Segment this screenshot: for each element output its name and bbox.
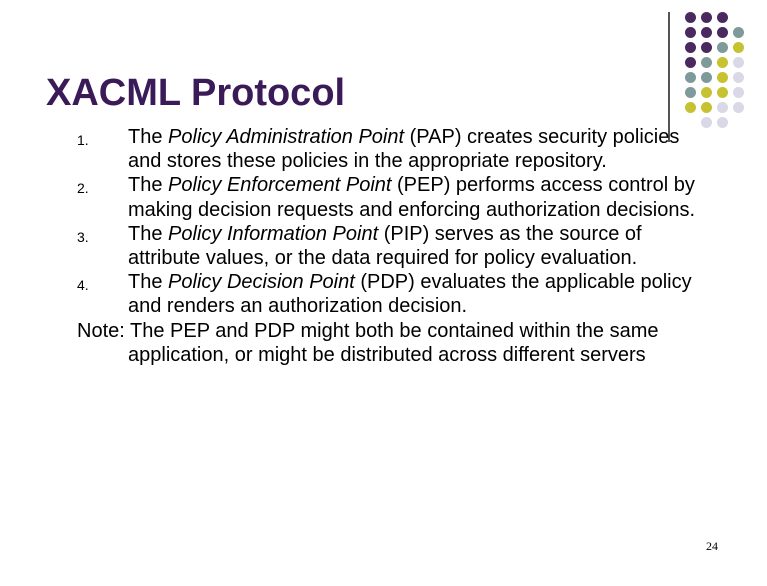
list-item-number: 1.	[77, 132, 89, 148]
list-item-term: Policy Decision Point	[168, 271, 355, 294]
slide-body	[77, 125, 717, 367]
decor-dot	[701, 27, 712, 38]
list-item-text: The	[128, 222, 169, 245]
decor-dot	[685, 72, 696, 83]
decor-dot	[717, 12, 728, 23]
list-item-text: (PAP) creates security policies and stores these policies in the appropriate repository.	[128, 126, 680, 173]
list-item-text: (PEP) performs access control by making decision requests and enforcing authorization decisions.	[128, 174, 696, 221]
page-number: 24	[706, 539, 718, 553]
decor-dot	[733, 42, 744, 53]
decorative-dot-grid	[680, 12, 760, 127]
list-item-term: Policy Information Point	[168, 222, 379, 245]
decor-dot	[717, 57, 728, 68]
decor-dot	[701, 87, 712, 98]
list-item-text: (PIP) serves as the source of attribute values, or the data required for policy evaluation.	[128, 222, 642, 270]
decor-dot	[717, 27, 728, 38]
decor-dot	[685, 57, 696, 68]
decor-dot	[685, 102, 696, 113]
decor-dot	[717, 72, 728, 83]
decor-dot	[733, 27, 744, 38]
decor-dot	[733, 87, 744, 98]
list-item-number: 2.	[77, 180, 89, 197]
list-item-term: Policy Administration Point	[168, 126, 405, 148]
decor-dot	[701, 42, 712, 53]
decor-dot	[685, 87, 696, 98]
decor-dot	[685, 27, 696, 38]
list-item-number: 4.	[77, 277, 89, 294]
list-item	[77, 222, 717, 270]
vertical-divider	[668, 12, 670, 142]
decor-dot	[685, 42, 696, 53]
decor-dot	[717, 102, 728, 113]
slide-title: XACML Protocol	[46, 72, 346, 114]
list-item	[77, 125, 717, 173]
decor-dot	[717, 117, 728, 128]
decor-dot	[701, 57, 712, 68]
decor-dot	[717, 87, 728, 98]
decor-dot	[701, 72, 712, 83]
list-item	[77, 173, 717, 221]
decor-dot	[717, 42, 728, 53]
note-paragraph: Note: The PEP and PDP might both be contained within the same application, or might be distributed across different servers	[77, 319, 659, 366]
list-item-term: Policy Enforcement Point	[168, 174, 392, 197]
list-item	[77, 270, 717, 318]
decor-dot	[685, 12, 696, 23]
decor-dot	[733, 102, 744, 113]
decor-dot	[733, 57, 744, 68]
decor-dot	[701, 12, 712, 23]
list-item-text: The	[128, 174, 169, 197]
decor-dot	[733, 72, 744, 83]
list-item-number: 3.	[77, 228, 89, 245]
decor-dot	[701, 102, 712, 113]
list-item-text: The	[128, 126, 169, 148]
list-item-text: (PDP) evaluates the applicable policy and renders an authorization decision.	[128, 271, 692, 318]
list-item-text: The	[128, 271, 169, 294]
